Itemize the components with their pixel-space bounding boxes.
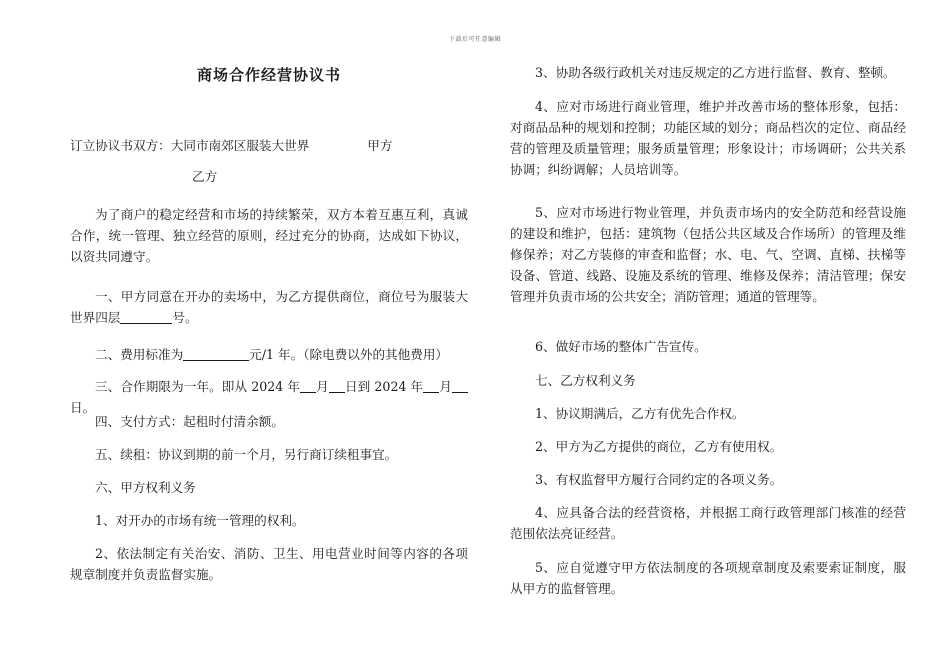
clause-6-item-6: 6、做好市场的整体广告宣传。: [535, 339, 707, 354]
header-note: 下载后可任意编辑: [448, 36, 501, 43]
clause-3-month-2: 月: [439, 379, 453, 394]
clause-3-to: 日到 2024 年: [344, 379, 424, 394]
clause-3-text: 三、合作期限为一年。即从 2024 年: [95, 379, 301, 394]
party-a-label: 甲方: [367, 138, 393, 153]
clause-1: [70, 286, 468, 328]
clause-6-item-1: 1、对开办的市场有统一管理的权利。: [95, 513, 305, 528]
clause-2-suffix: 元/1 年。（除电费以外的其他费用）: [249, 347, 449, 362]
clause-6-item-3: 3、协助各级行政机关对违反规定的乙方进行监督、教育、整顿。: [535, 65, 896, 80]
clause-6-item-2: 2、依法制定有关治安、消防、卫生、用电营业时间等内容的各项规章制度并负责监督实施。: [70, 546, 468, 582]
intro-paragraph: 为了商户的稳定经营和市场的持续繁荣，双方本着互惠互利，真诚合作，统一管理、独立经营的原则，经过充分的协商，达成如下协议，以资共同遵守。: [70, 207, 468, 264]
fee-blank[interactable]: [183, 346, 249, 361]
clause-5: 五、续租：协议到期的前一个月，另行商订续租事宜。: [95, 447, 398, 462]
end-month-blank[interactable]: [423, 378, 439, 393]
clause-6-item-5: 5、应对市场进行物业管理，并负责市场内的安全防范和经营设施的建设和维护，包括：建筑物（包括公共区域及合作场所）的管理及维修保养；对乙方装修的审查和监督；水、电、气、空调、直梯、扶梯等设备、管道、线路、设施及系统的管理、维修及保养；清洁管理；保安管理并负责市场的公共安全；消防管理；通道的管理等。: [510, 205, 906, 304]
clause-1-text: 一、甲方同意在开办的卖场中，为乙方提供商位，商位号为服装大世界四层: [70, 289, 468, 325]
clause-4: 四、支付方式：起租时付清余额。: [95, 414, 284, 429]
parties-line: [70, 135, 468, 156]
clause-7-item-3: 3、有权监督甲方履行合同约定的各项义务。: [535, 472, 783, 487]
clause-3-month-1: 月: [316, 379, 329, 394]
shop-number-blank[interactable]: [120, 309, 172, 324]
clause-6-item-4: 4、应对市场进行商业管理，维护并改善市场的整体形象，包括：对商品品种的规划和控制；功能区域的划分；商品档次的定位、商品经营的管理及质量管理；服务质量管理；形象设计；市场调研；公共关系协调；纠纷调解；人员培训等。: [510, 99, 906, 177]
clause-7-item-4: 4、应具备合法的经营资格，并根据工商行政管理部门核准的经营范围依法亮证经营。: [510, 505, 906, 541]
end-day-blank[interactable]: [452, 378, 468, 393]
start-month-blank[interactable]: [300, 378, 316, 393]
start-day-blank[interactable]: [329, 378, 345, 393]
clause-7-item-5: 5、应自觉遵守甲方依法制度的各项规章制度及索要索证制度，服从甲方的监督管理。: [510, 560, 906, 596]
clause-3-end: 日。: [70, 400, 96, 415]
clause-7-heading: 七、乙方权利义务: [535, 373, 636, 388]
clause-7-item-1: 1、协议期满后，乙方有优先合作权。: [535, 406, 745, 421]
clause-2-text: 二、费用标准为: [95, 347, 184, 362]
clause-7-item-2: 2、甲方为乙方提供的商位，乙方有使用权。: [535, 439, 783, 454]
document-title: 商场合作经营协议书: [196, 66, 341, 84]
clause-6-heading: 六、甲方权利义务: [95, 480, 196, 495]
parties-prefix: 订立协议书双方：大同市南郊区服装大世界: [70, 138, 310, 153]
clause-2: [70, 344, 468, 365]
party-b-label: 乙方: [192, 169, 218, 184]
clause-1-suffix: 号。: [172, 310, 198, 325]
party-b-line: [192, 166, 217, 187]
